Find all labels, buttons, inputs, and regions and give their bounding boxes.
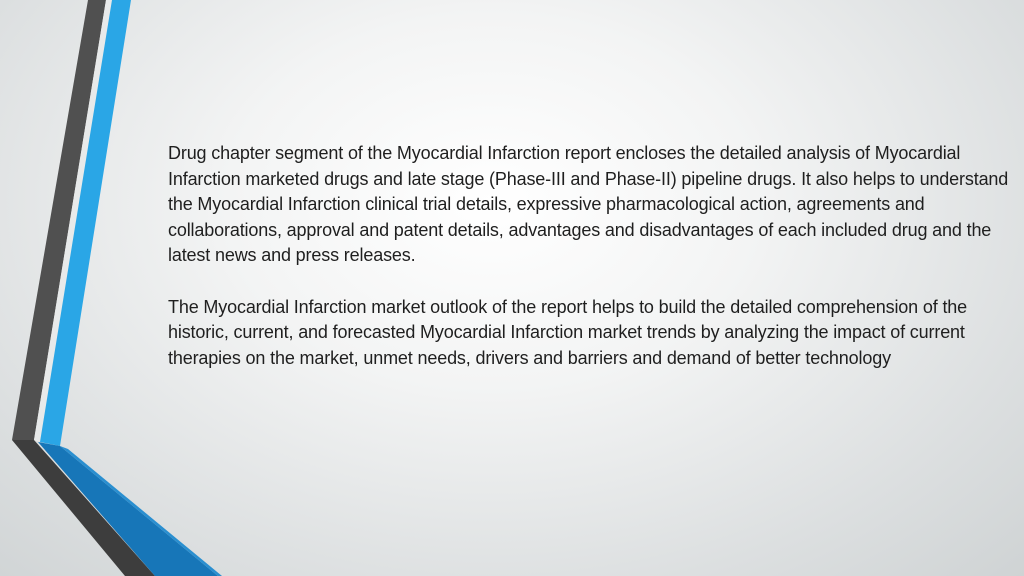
body-paragraph-drug-chapter: Drug chapter segment of the Myocardial Infarction report encloses the detailed analysis of Myocardial Infarction marketed drugs and late stage (Phase-III and Phase-II) pipeline drugs. It also helps to understand the Myocardial Infarction clinical trial details, expressive pharmacological action, agreements and collaborations, approval and patent details, advantages and disadvantages of each included drug and the latest news and press releases. <box>168 143 1009 265</box>
body-paragraph-market-outlook: The Myocardial Infarction market outlook of the report helps to build the detailed comprehension of the historic, current, and forecasted Myocardial Infarction market trends by analyzing the impact of current therapies on the market, unmet needs, drivers and barriers and demand of better technology <box>168 296 968 368</box>
light-gap-stripe <box>34 0 112 442</box>
slide-body <box>168 141 1018 371</box>
